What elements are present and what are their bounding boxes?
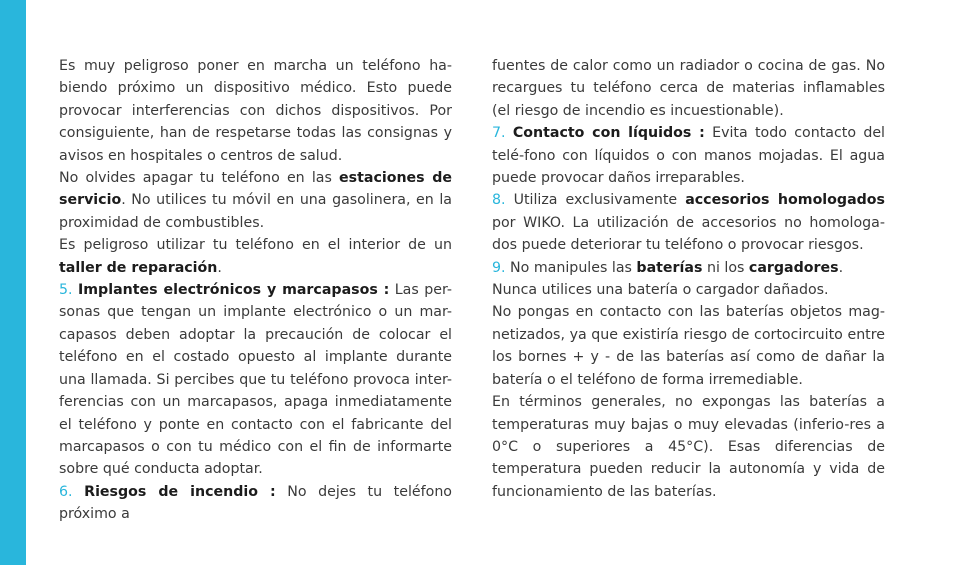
item-number: 6. [59, 483, 73, 500]
keyword-batteries: baterías [636, 259, 703, 276]
item-text: Las per-sonas que tengan un implante electrónico o un mar-capasos deben adoptar la precaución de colocar el teléfono en el costado opuesto al implante durante una llamada. Si percibes que tu teléfono provoca inter-ferencias con un marcapasos, apaga inmediatamente el teléfono y ponte en contacto con el fabricante del marcapasos o con tu médico con el fin de informarte sobre qué conducta adoptar. [59, 282, 452, 478]
paragraph-gas-stations [59, 167, 452, 234]
item-text: Evita todo contacto del telé-fono con líquidos o con manos mojadas. El agua puede provocar daños irreparables. [492, 125, 885, 187]
keyword-chargers: cargadores [748, 259, 839, 276]
keyword-accessories: accesorios homologados [685, 192, 885, 209]
item-text: Utiliza exclusivamente [505, 192, 686, 209]
paragraph-repair-shop [59, 234, 452, 279]
item-8-accessories [492, 189, 885, 256]
right-column [492, 55, 885, 503]
item-7-liquids [492, 122, 885, 189]
item-number: 9. [492, 259, 506, 276]
left-column [59, 55, 452, 526]
paragraph-damaged-battery: Nunca utilices una batería o cargador dañados. [492, 282, 829, 299]
item-text: No manipules las [505, 259, 637, 276]
paragraph-text: . [217, 259, 222, 276]
paragraph-text: No olvides apagar tu teléfono en las [59, 170, 340, 187]
side-accent-bar [0, 0, 26, 565]
item-9-batteries [492, 257, 885, 279]
paragraph-heat-sources: fuentes de calor como un radiador o cocina de gas. No recargues tu teléfono cerca de materias inflamables (el riesgo de incendio es incuestionable). [492, 58, 885, 119]
item-number: 7. [492, 125, 506, 142]
item-text: . [838, 259, 844, 276]
paragraph-magnetized-objects: No pongas en contacto con las baterías objetos mag-netizados, ya que existiría riesgo de cortocircuito entre los bornes + y - de las baterías así como de dañar la batería o el teléfono de forma irremediable. [492, 304, 885, 388]
item-6-fire-risk [59, 481, 452, 526]
item-heading: Riesgos de incendio : [84, 483, 276, 500]
item-number: 8. [492, 192, 506, 209]
keyword-gas-stations: estaciones de servicio [59, 170, 452, 209]
paragraph-temperatures: En términos generales, no expongas las baterías a temperaturas muy bajas o muy elevadas (inferio-res a 0°C o superiores a 45°C). Esas diferencias de temperatura pueden reducir la autonomía y vida de funcionamiento de las baterías. [492, 394, 885, 500]
keyword-repair-shop: taller de reparación [59, 259, 218, 276]
paragraph-text: . No utilices tu móvil en una gasolinera, en la proximidad de combustibles. [59, 192, 452, 231]
item-text: ni los [702, 259, 749, 276]
item-number: 5. [59, 282, 73, 299]
item-text: por WIKO. La utilización de accesorios no homologa-dos puede deteriorar tu teléfono o provocar riesgos. [492, 214, 885, 254]
item-5-implants [59, 279, 452, 481]
paragraph-text: Es peligroso utilizar tu teléfono en el interior de un [59, 237, 452, 254]
item-text: No dejes tu teléfono próximo a [59, 483, 452, 523]
paragraph-medical-devices: Es muy peligroso poner en marcha un teléfono ha-biendo próximo un dispositivo médico. Esto puede provocar interferencias con dichos dispositivos. Por consiguiente, han de respetarse todas las consignas y avisos en hospitales o centros de salud. [59, 58, 452, 164]
item-heading: Contacto con líquidos : [512, 125, 705, 142]
item-heading: Implantes electrónicos y marcapasos : [78, 282, 390, 299]
